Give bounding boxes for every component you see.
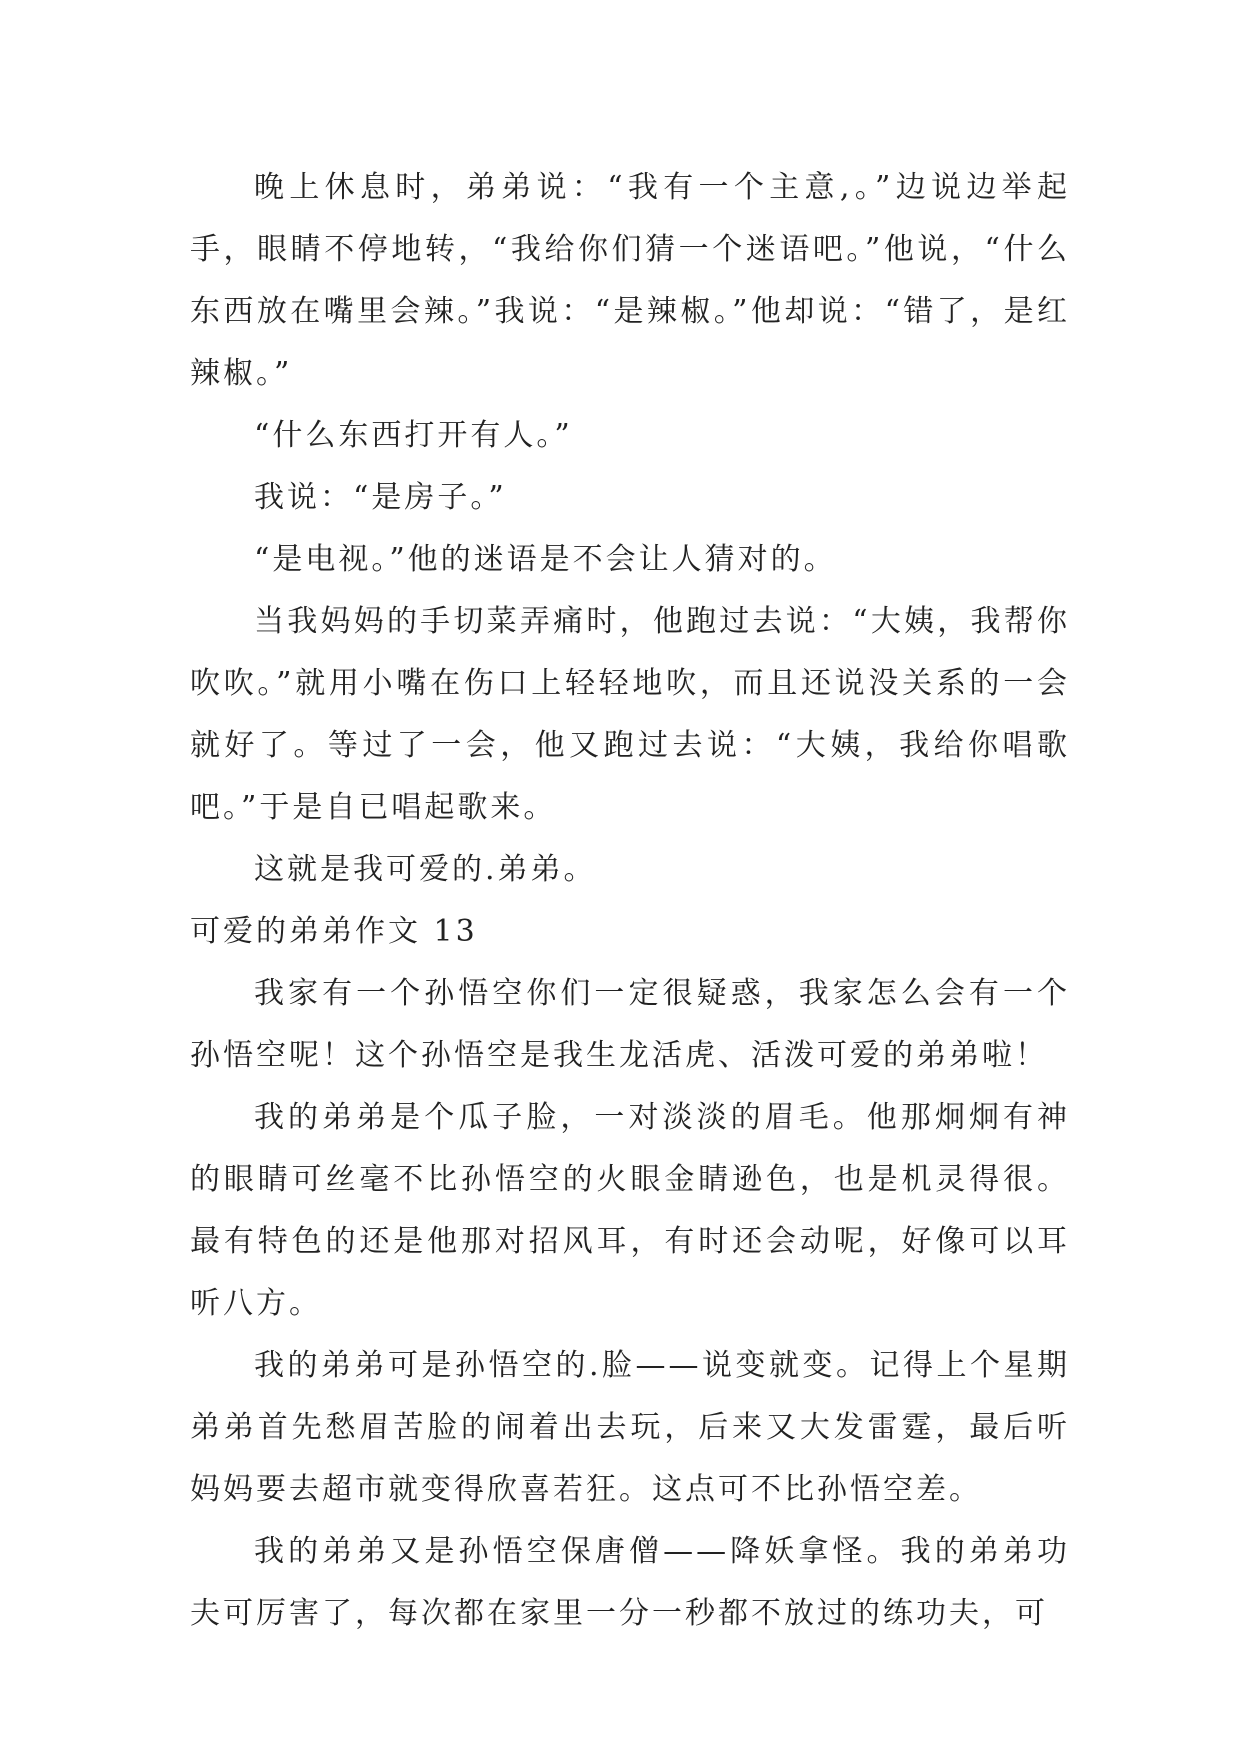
- paragraph-conclusion: 这就是我可爱的.弟弟。: [254, 852, 597, 887]
- paragraph-riddle-answer: 我说：“是房子。”: [254, 480, 507, 515]
- essay-heading: 可爱的弟弟作文 13: [190, 914, 478, 949]
- paragraph-kung-fu: 我的弟弟又是孙悟空保唐僧——降妖拿怪。我的弟弟功夫可厉害了，每次都在家里一分一秒都不放过的练功夫，可: [190, 1534, 1070, 1631]
- paragraph-riddle-reveal: “是电视。”他的迷语是不会让人猜对的。: [254, 542, 837, 577]
- paragraph-sun-wukong-intro: 我家有一个孙悟空你们一定很疑惑，我家怎么会有一个孙悟空呢！这个孙悟空是我生龙活虎、活泼可爱的弟弟啦！: [190, 976, 1070, 1073]
- paragraph-appearance: 我的弟弟是个瓜子脸，一对淡淡的眉毛。他那炯炯有神的眼睛可丝毫不比孙悟空的火眼金睛逊色，也是机灵得很。最有特色的还是他那对招风耳，有时还会动呢，好像可以耳听八方。: [190, 1100, 1070, 1321]
- paragraph-riddle-question: “什么东西打开有人。”: [254, 418, 573, 453]
- paragraph-moods: 我的弟弟可是孙悟空的.脸——说变就变。记得上个星期弟弟首先愁眉苦脸的闹着出去玩，后来又大发雷霆，最后听妈妈要去超市就变得欣喜若狂。这点可不比孙悟空差。: [190, 1348, 1070, 1507]
- paragraph-riddle-intro: 晚上休息时，弟弟说：“我有一个主意,。”边说边举起手，眼睛不停地转，“我给你们猜一个迷语吧。”他说，“什么东西放在嘴里会辣。”我说：“是辣椒。”他却说：“错了，是红辣椒。”: [190, 170, 1070, 391]
- paragraph-comfort-aunt: 当我妈妈的手切菜弄痛时，他跑过去说：“大姨，我帮你吹吹。”就用小嘴在伤口上轻轻地吹，而且还说没关系的一会就好了。等过了一会，他又跑过去说：“大姨，我给你唱歌吧。”于是自已唱起歌来。: [190, 604, 1070, 825]
- document-body: [190, 157, 1070, 1645]
